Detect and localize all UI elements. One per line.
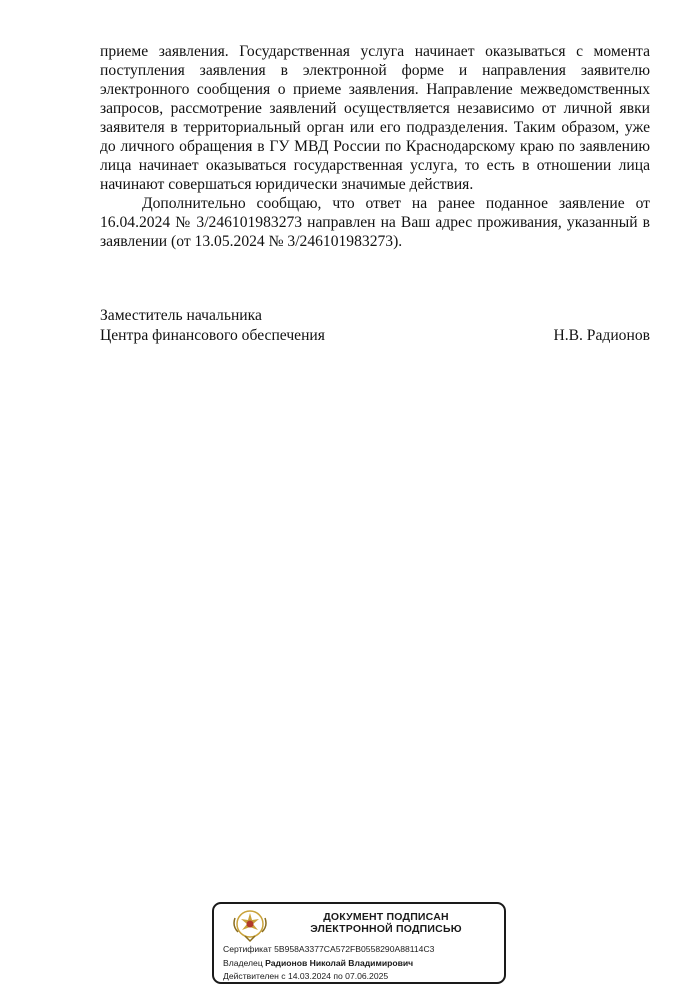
signer-position: Заместитель начальника <box>100 307 262 324</box>
signer-department: Центра финансового обеспечения <box>100 327 325 344</box>
stamp-title: ДОКУМЕНТ ПОДПИСАН ЭЛЕКТРОННОЙ ПОДПИСЬЮ <box>310 911 462 935</box>
body-paragraph: Дополнительно сообщаю, что ответ на ранее поданное заявление от 16.04.2024 № 3/246101983273 направлен на Ваш адрес проживания, указанный в заявлении (от 13.05.2024 № 3/246101983273). <box>100 195 650 250</box>
letter-body <box>100 42 650 251</box>
certificate-line: Сертификат 5B958A3377CA572FB0558290A88114C3 <box>223 944 435 954</box>
mvd-emblem-icon <box>230 908 270 944</box>
body-paragraph: приеме заявления. Государственная услуга начинает оказываться с момента поступления заявления в электронной форме и направления заявителю электронного сообщения о приеме заявления. Направление межведомственных запросов, рассмотрение заявлений осуществляется независимо от личной явки заявителя в территориальный орган или его подразделения. Таким образом, уже до личного обращения в ГУ МВД России по Краснодарскому краю по заявлению лица начинает оказываться государственная услуга, то есть в отношении лица начинают совершаться юридически значимые действия. <box>100 43 650 193</box>
signature-block <box>100 306 650 346</box>
electronic-signature-stamp <box>212 902 506 984</box>
signer-name: Н.В. Радионов <box>553 327 650 344</box>
owner-line: Владелец Радионов Николай Владимирович <box>223 958 414 968</box>
validity-line: Действителен с 14.03.2024 по 07.06.2025 <box>223 971 389 981</box>
